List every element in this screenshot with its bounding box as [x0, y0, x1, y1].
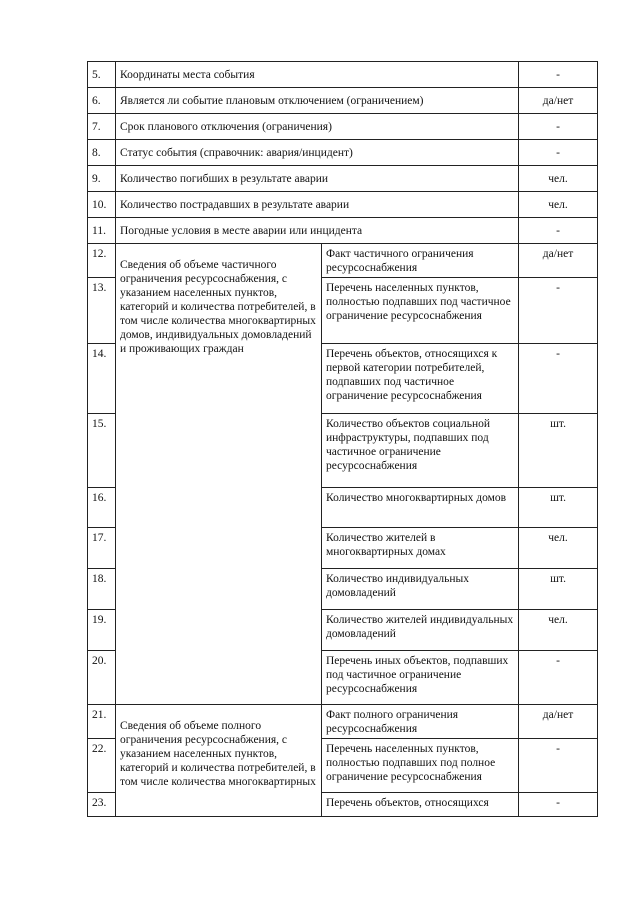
- row-number: 19.: [88, 610, 116, 651]
- row-description: Факт частичного ограничения ресурсоснабжения: [322, 244, 519, 278]
- table-row: [88, 88, 598, 114]
- row-number: 5.: [88, 62, 116, 88]
- row-unit: -: [519, 62, 598, 88]
- row-unit: да/нет: [519, 244, 598, 278]
- row-number: 15.: [88, 414, 116, 488]
- row-unit: -: [519, 651, 598, 705]
- row-description: Погодные условия в месте аварии или инцидента: [116, 218, 519, 244]
- table-row: [88, 166, 598, 192]
- table-row: [88, 140, 598, 166]
- row-number: 14.: [88, 344, 116, 414]
- row-unit: чел.: [519, 166, 598, 192]
- table-row: [88, 192, 598, 218]
- row-description: Является ли событие плановым отключением (ограничением): [116, 88, 519, 114]
- row-unit: да/нет: [519, 88, 598, 114]
- row-number: 13.: [88, 278, 116, 344]
- row-number: 23.: [88, 793, 116, 817]
- row-unit: шт.: [519, 414, 598, 488]
- row-description: Координаты места события: [116, 62, 519, 88]
- row-description: Количество жителей индивидуальных домовладений: [322, 610, 519, 651]
- row-unit: чел.: [519, 528, 598, 569]
- row-description: Количество объектов социальной инфраструктуры, подпавших под частичное ограничение ресурсоснабжения: [322, 414, 519, 488]
- row-description: Количество пострадавших в результате аварии: [116, 192, 519, 218]
- row-description: Перечень населенных пунктов, полностью подпавших под частичное ограничение ресурсоснабжения: [322, 278, 519, 344]
- row-description: Перечень объектов, относящихся к первой категории потребителей, подпавших под частичное ограничение ресурсоснабжения: [322, 344, 519, 414]
- row-number: 6.: [88, 88, 116, 114]
- row-number: 22.: [88, 739, 116, 793]
- row-number: 20.: [88, 651, 116, 705]
- row-number: 11.: [88, 218, 116, 244]
- row-number: 10.: [88, 192, 116, 218]
- table-row: [88, 114, 598, 140]
- row-unit: -: [519, 344, 598, 414]
- row-description: Факт полного ограничения ресурсоснабжения: [322, 705, 519, 739]
- table-row: [88, 244, 598, 278]
- row-number: 18.: [88, 569, 116, 610]
- row-description: Количество жителей в многоквартирных домах: [322, 528, 519, 569]
- row-number: 17.: [88, 528, 116, 569]
- row-number: 9.: [88, 166, 116, 192]
- row-description: Срок планового отключения (ограничения): [116, 114, 519, 140]
- row-unit: шт.: [519, 569, 598, 610]
- row-number: 12.: [88, 244, 116, 278]
- group-label-partial: Сведения об объеме частичного ограничения ресурсоснабжения, с указанием населенных пунктов, категорий и количества потребителей, в том числе количества многоквартирных домов, индивидуальных домовладений и проживающих граждан: [116, 244, 322, 705]
- table-row: [88, 218, 598, 244]
- data-fields-table: [87, 61, 598, 817]
- row-unit: чел.: [519, 610, 598, 651]
- row-description: Количество многоквартирных домов: [322, 488, 519, 528]
- row-unit: шт.: [519, 488, 598, 528]
- row-unit: -: [519, 218, 598, 244]
- row-unit: да/нет: [519, 705, 598, 739]
- row-unit: чел.: [519, 192, 598, 218]
- row-unit: -: [519, 793, 598, 817]
- table-row: [88, 62, 598, 88]
- row-description: Перечень иных объектов, подпавших под частичное ограничение ресурсоснабжения: [322, 651, 519, 705]
- row-unit: -: [519, 114, 598, 140]
- row-description: Перечень объектов, относящихся: [322, 793, 519, 817]
- row-description: Перечень населенных пунктов, полностью подпавших под полное ограничение ресурсоснабжения: [322, 739, 519, 793]
- row-unit: -: [519, 140, 598, 166]
- row-description: Статус события (справочник: авария/инцидент): [116, 140, 519, 166]
- row-number: 16.: [88, 488, 116, 528]
- row-number: 21.: [88, 705, 116, 739]
- row-number: 7.: [88, 114, 116, 140]
- row-number: 8.: [88, 140, 116, 166]
- table-row: [88, 705, 598, 739]
- row-description: Количество индивидуальных домовладений: [322, 569, 519, 610]
- row-unit: -: [519, 278, 598, 344]
- row-unit: -: [519, 739, 598, 793]
- row-description: Количество погибших в результате аварии: [116, 166, 519, 192]
- group-label-full: Сведения об объеме полного ограничения ресурсоснабжения, с указанием населенных пунктов, категорий и количества потребителей, в том числе количества многоквартирных: [116, 705, 322, 817]
